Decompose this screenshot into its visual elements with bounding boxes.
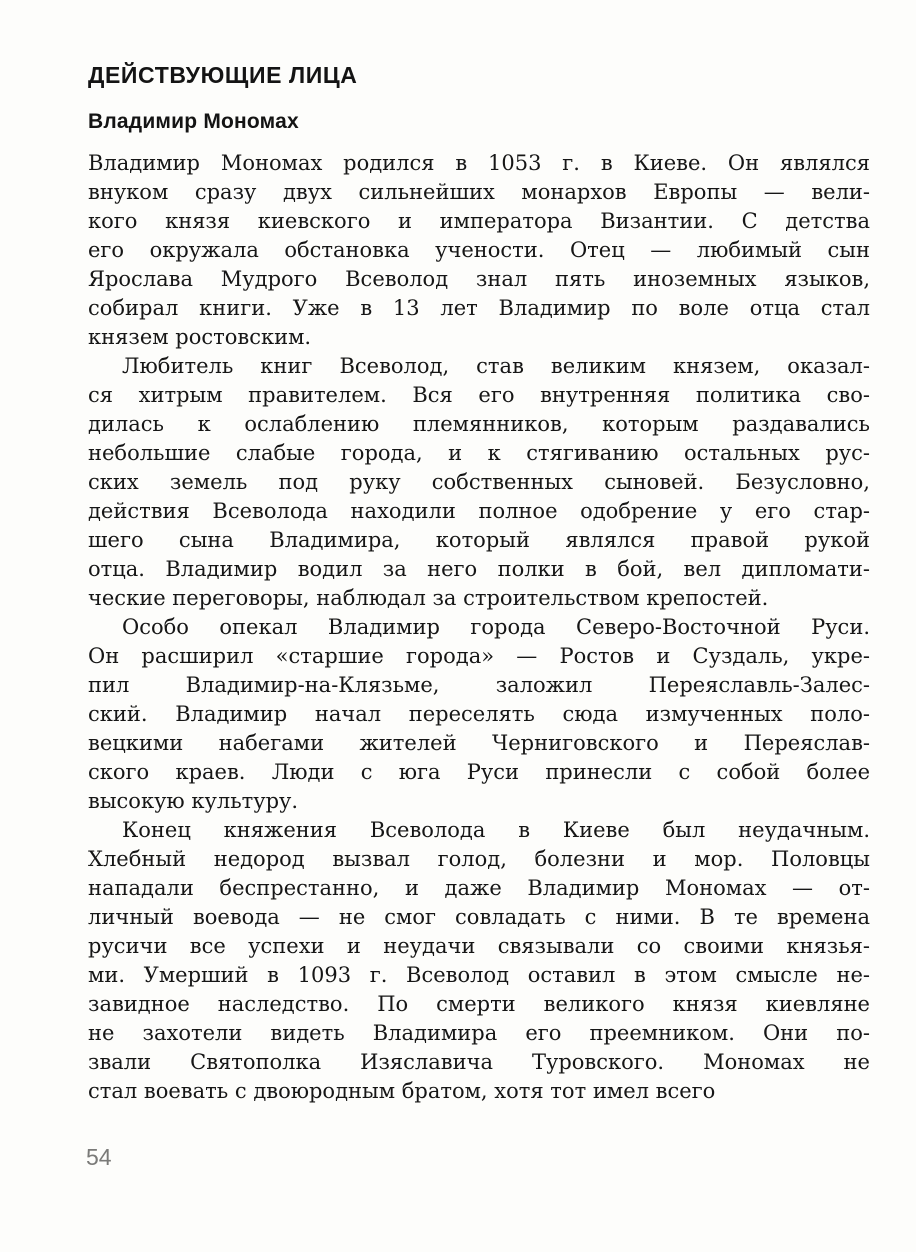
text-line: шего сына Владимира, который являлся правой рукой <box>88 528 870 552</box>
paragraph <box>88 816 870 1106</box>
text-line: ми. Умерший в 1093 г. Всеволод оставил в этом смысле не- <box>88 963 870 987</box>
text-line: стал воевать с двоюродным братом, хотя тот имел всего <box>88 1079 716 1103</box>
text-line: его окружала обстановка учености. Отец — любимый сын <box>88 238 870 262</box>
text-line: не захотели видеть Владимира его преемником. Они по- <box>88 1021 870 1045</box>
text-line: Особо опекал Владимир города Северо-Восточной Руси. <box>122 615 870 639</box>
text-line: личный воевода — не смог совладать с ними. В те времена <box>88 905 870 929</box>
paragraph <box>88 352 870 613</box>
text-line: ского краев. Люди с юга Руси принесли с собой более <box>88 760 870 784</box>
page-number: 54 <box>86 1144 112 1170</box>
text-line: Он расширил «старшие города» — Ростов и Суздаль, укре- <box>88 644 870 668</box>
text-line: ский. Владимир начал переселять сюда измученных поло- <box>88 702 870 726</box>
paragraph <box>88 613 870 816</box>
text-line: собирал книги. Уже в 13 лет Владимир по воле отца стал <box>88 296 870 320</box>
text-line: князем ростовским. <box>88 325 312 349</box>
section-heading: ДЕЙСТВУЮЩИЕ ЛИЦА <box>88 62 358 88</box>
text-line: звали Святополка Изяславича Туровского. Мономах не <box>88 1050 870 1074</box>
text-line: внуком сразу двух сильнейших монархов Европы — вели- <box>88 180 870 204</box>
text-line: вецкими набегами жителей Черниговского и Переяслав- <box>88 731 870 755</box>
text-line: Любитель книг Всеволод, став великим князем, оказал- <box>122 354 870 378</box>
text-line: Конец княжения Всеволода в Киеве был неудачным. <box>122 818 870 842</box>
text-line: ся хитрым правителем. Вся его внутренняя политика сво- <box>88 383 870 407</box>
text-line: русичи все успехи и неудачи связывали со своими князья- <box>88 934 870 958</box>
text-line: Хлебный недород вызвал голод, болезни и мор. Половцы <box>88 847 870 871</box>
text-line: Ярослава Мудрого Всеволод знал пять иноземных языков, <box>88 267 870 291</box>
text-line: действия Всеволода находили полное одобрение у его стар- <box>88 499 870 523</box>
text-line: небольшие слабые города, и к стягиванию остальных рус- <box>88 441 870 465</box>
text-line: дилась к ослаблению племянников, которым раздавались <box>88 412 870 436</box>
text-line: ских земель под руку собственных сыновей. Безусловно, <box>88 470 870 494</box>
text-line: завидное наследство. По смерти великого князя киевляне <box>88 992 870 1016</box>
text-line: нападали беспрестанно, и даже Владимир Мономах — от- <box>88 876 870 900</box>
article-subheading: Владимир Мономах <box>88 110 299 133</box>
text-line: высокую культуру. <box>88 789 299 813</box>
text-line: ческие переговоры, наблюдал за строительством крепостей. <box>88 586 769 610</box>
text-line: отца. Владимир водил за него полки в бой, вел дипломати- <box>88 557 870 581</box>
text-line: пил Владимир-на-Клязьме, заложил Переяславль-Залес- <box>88 673 870 697</box>
paragraph <box>88 149 870 352</box>
body-text <box>88 149 870 1106</box>
text-line: Владимир Мономах родился в 1053 г. в Киеве. Он являлся <box>88 151 870 175</box>
text-line: кого князя киевского и императора Византии. С детства <box>88 209 870 233</box>
